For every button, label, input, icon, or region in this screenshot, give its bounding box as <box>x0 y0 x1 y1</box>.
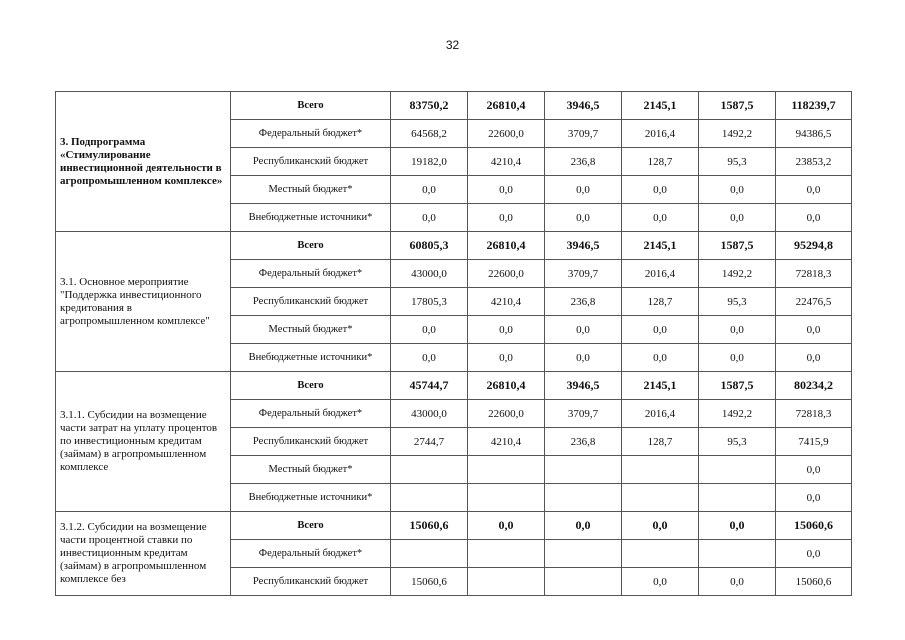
funding-source-cell: Федеральный бюджет* <box>231 260 391 288</box>
amount-cell: 22600,0 <box>468 260 545 288</box>
amount-cell: 0,0 <box>699 568 776 596</box>
amount-cell: 128,7 <box>622 148 699 176</box>
amount-cell: 83750,2 <box>391 92 468 120</box>
amount-cell <box>545 456 622 484</box>
amount-cell: 0,0 <box>545 512 622 540</box>
table-row <box>56 232 852 260</box>
amount-cell: 3946,5 <box>545 232 622 260</box>
amount-cell <box>622 484 699 512</box>
amount-cell: 80234,2 <box>776 372 852 400</box>
amount-cell: 95,3 <box>699 148 776 176</box>
amount-cell: 0,0 <box>699 176 776 204</box>
funding-source-cell: Республиканский бюджет <box>231 568 391 596</box>
amount-cell <box>545 540 622 568</box>
amount-cell: 19182,0 <box>391 148 468 176</box>
amount-cell: 1492,2 <box>699 260 776 288</box>
amount-cell: 26810,4 <box>468 372 545 400</box>
amount-cell: 0,0 <box>391 204 468 232</box>
amount-cell: 95,3 <box>699 288 776 316</box>
amount-cell <box>545 484 622 512</box>
amount-cell: 72818,3 <box>776 260 852 288</box>
funding-source-cell: Всего <box>231 512 391 540</box>
amount-cell: 4210,4 <box>468 288 545 316</box>
amount-cell: 0,0 <box>545 316 622 344</box>
amount-cell: 1492,2 <box>699 400 776 428</box>
amount-cell: 0,0 <box>391 316 468 344</box>
amount-cell: 0,0 <box>699 512 776 540</box>
amount-cell: 0,0 <box>545 344 622 372</box>
amount-cell: 0,0 <box>622 512 699 540</box>
table-body <box>56 92 852 596</box>
amount-cell: 23853,2 <box>776 148 852 176</box>
amount-cell: 15060,6 <box>391 512 468 540</box>
amount-cell: 0,0 <box>622 568 699 596</box>
funding-source-cell: Всего <box>231 372 391 400</box>
table-row <box>56 372 852 400</box>
table-row <box>56 512 852 540</box>
amount-cell: 17805,3 <box>391 288 468 316</box>
amount-cell: 72818,3 <box>776 400 852 428</box>
funding-source-cell: Внебюджетные источники* <box>231 204 391 232</box>
amount-cell: 118239,7 <box>776 92 852 120</box>
amount-cell: 64568,2 <box>391 120 468 148</box>
amount-cell: 2145,1 <box>622 92 699 120</box>
funding-source-cell: Республиканский бюджет <box>231 288 391 316</box>
budget-table <box>55 91 852 596</box>
amount-cell: 22600,0 <box>468 400 545 428</box>
amount-cell: 45744,7 <box>391 372 468 400</box>
funding-source-cell: Внебюджетные источники* <box>231 344 391 372</box>
amount-cell <box>699 540 776 568</box>
amount-cell: 0,0 <box>776 204 852 232</box>
funding-source-cell: Местный бюджет* <box>231 456 391 484</box>
amount-cell <box>391 456 468 484</box>
amount-cell: 236,8 <box>545 148 622 176</box>
program-name-cell: 3. Подпрограмма «Стимулирование инвестиционной деятельности в агропромышленном комплексе» <box>56 92 231 232</box>
amount-cell: 1587,5 <box>699 232 776 260</box>
amount-cell <box>468 568 545 596</box>
amount-cell <box>545 568 622 596</box>
funding-source-cell: Местный бюджет* <box>231 316 391 344</box>
amount-cell: 3946,5 <box>545 372 622 400</box>
amount-cell: 1492,2 <box>699 120 776 148</box>
amount-cell: 26810,4 <box>468 92 545 120</box>
amount-cell <box>622 540 699 568</box>
amount-cell: 236,8 <box>545 428 622 456</box>
funding-source-cell: Местный бюджет* <box>231 176 391 204</box>
amount-cell: 0,0 <box>622 176 699 204</box>
amount-cell: 2016,4 <box>622 120 699 148</box>
amount-cell: 15060,6 <box>776 512 852 540</box>
amount-cell: 0,0 <box>622 316 699 344</box>
amount-cell: 22600,0 <box>468 120 545 148</box>
funding-source-cell: Федеральный бюджет* <box>231 120 391 148</box>
amount-cell: 1587,5 <box>699 92 776 120</box>
amount-cell: 0,0 <box>699 344 776 372</box>
amount-cell: 2016,4 <box>622 400 699 428</box>
amount-cell: 2016,4 <box>622 260 699 288</box>
amount-cell: 0,0 <box>391 344 468 372</box>
amount-cell: 4210,4 <box>468 428 545 456</box>
amount-cell <box>468 484 545 512</box>
amount-cell: 15060,6 <box>776 568 852 596</box>
amount-cell: 0,0 <box>545 176 622 204</box>
funding-source-cell: Внебюджетные источники* <box>231 484 391 512</box>
amount-cell: 1587,5 <box>699 372 776 400</box>
amount-cell: 0,0 <box>622 204 699 232</box>
amount-cell: 60805,3 <box>391 232 468 260</box>
amount-cell: 0,0 <box>468 512 545 540</box>
amount-cell <box>622 456 699 484</box>
program-name-cell: 3.1. Основное мероприятие "Поддержка инвестиционного кредитования в агропромышленном комплексе" <box>56 232 231 372</box>
amount-cell: 2145,1 <box>622 232 699 260</box>
amount-cell: 95,3 <box>699 428 776 456</box>
amount-cell: 3709,7 <box>545 400 622 428</box>
program-name-cell: 3.1.1. Субсидии на возмещение части затрат на уплату процентов по инвестиционным кредитам (займам) в агропромышленном комплексе <box>56 372 231 512</box>
amount-cell: 3946,5 <box>545 92 622 120</box>
page-number: 32 <box>445 38 460 52</box>
amount-cell <box>468 540 545 568</box>
amount-cell: 0,0 <box>776 316 852 344</box>
amount-cell: 236,8 <box>545 288 622 316</box>
amount-cell: 0,0 <box>699 204 776 232</box>
amount-cell: 43000,0 <box>391 400 468 428</box>
amount-cell: 128,7 <box>622 288 699 316</box>
amount-cell <box>391 484 468 512</box>
amount-cell: 0,0 <box>468 176 545 204</box>
amount-cell: 22476,5 <box>776 288 852 316</box>
funding-source-cell: Всего <box>231 232 391 260</box>
amount-cell: 0,0 <box>776 344 852 372</box>
funding-source-cell: Федеральный бюджет* <box>231 400 391 428</box>
amount-cell: 95294,8 <box>776 232 852 260</box>
table-row <box>56 92 852 120</box>
amount-cell: 0,0 <box>776 456 852 484</box>
amount-cell: 3709,7 <box>545 120 622 148</box>
amount-cell: 2744,7 <box>391 428 468 456</box>
funding-source-cell: Республиканский бюджет <box>231 148 391 176</box>
amount-cell: 0,0 <box>468 316 545 344</box>
amount-cell: 2145,1 <box>622 372 699 400</box>
amount-cell: 4210,4 <box>468 148 545 176</box>
amount-cell <box>699 456 776 484</box>
amount-cell: 0,0 <box>699 316 776 344</box>
amount-cell: 43000,0 <box>391 260 468 288</box>
amount-cell: 0,0 <box>468 344 545 372</box>
amount-cell <box>391 540 468 568</box>
funding-source-cell: Федеральный бюджет* <box>231 540 391 568</box>
amount-cell: 7415,9 <box>776 428 852 456</box>
amount-cell: 0,0 <box>622 344 699 372</box>
amount-cell: 0,0 <box>391 176 468 204</box>
amount-cell: 0,0 <box>776 176 852 204</box>
amount-cell: 3709,7 <box>545 260 622 288</box>
amount-cell <box>699 484 776 512</box>
amount-cell: 128,7 <box>622 428 699 456</box>
funding-source-cell: Республиканский бюджет <box>231 428 391 456</box>
amount-cell: 15060,6 <box>391 568 468 596</box>
program-name-cell: 3.1.2. Субсидии на возмещение части процентной ставки по инвестиционным кредитам (займам) в агропромышленном комплексе без <box>56 512 231 596</box>
amount-cell: 26810,4 <box>468 232 545 260</box>
amount-cell: 0,0 <box>545 204 622 232</box>
amount-cell: 0,0 <box>776 484 852 512</box>
funding-source-cell: Всего <box>231 92 391 120</box>
amount-cell: 94386,5 <box>776 120 852 148</box>
amount-cell: 0,0 <box>468 204 545 232</box>
amount-cell: 0,0 <box>776 540 852 568</box>
amount-cell <box>468 456 545 484</box>
